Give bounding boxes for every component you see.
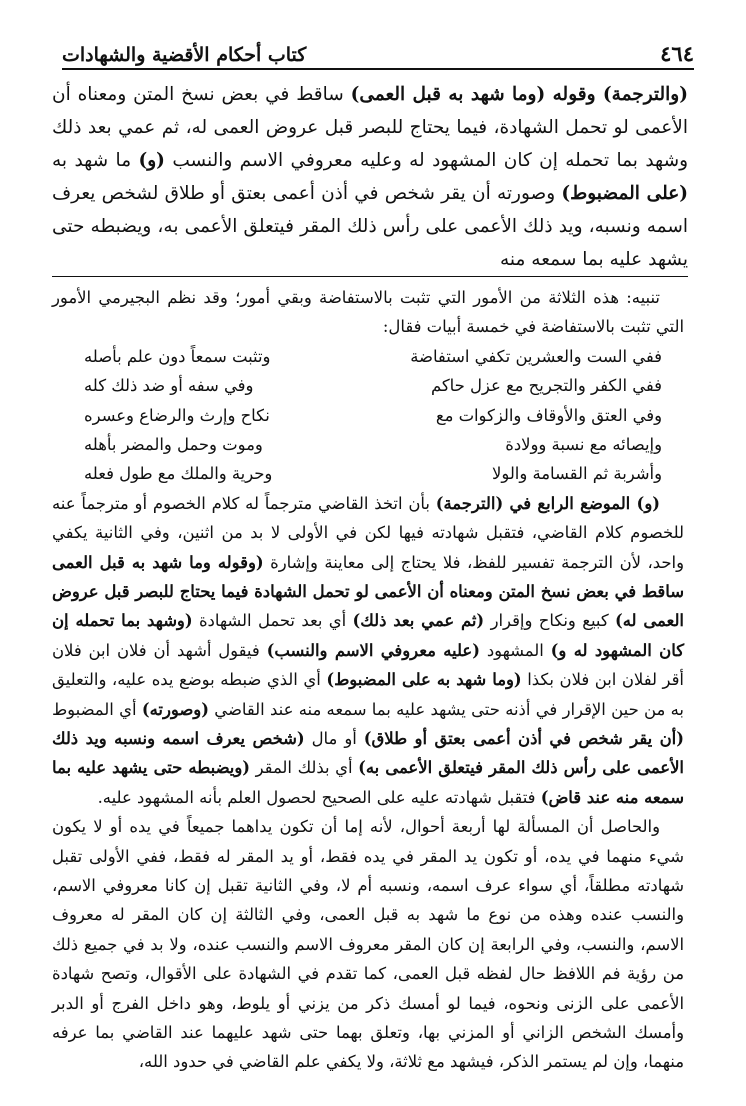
commentary-text: كبيع ونكاح وإقرار [484, 611, 615, 631]
footnote [52, 283, 684, 1077]
running-title: كتاب أحكام الأقضية والشهادات [62, 44, 307, 66]
bold-matn-text: (و) الموضع الرابع في (الترجمة) [435, 493, 660, 513]
page-number: ٤٦٤ [660, 41, 694, 66]
commentary-text: ما شهد به [52, 150, 139, 171]
note-conclusion: والحاصل أن المسألة لها أربعة أحوال، لأنه إما أن تكون يداهما جميعاً في يده أو لا يكون شيء منهما في يده، أو تكون يد المقر في يده فقط، أو يد المقر له فقط، ففي الأولى تقبل شهادته مطلقاً، أي سواء عرف اسمه، ونسبه أم لا، وفي الثانية تقبل إن كانا معروفي الاسم، والنسب عنده وهذه من نوع ما شهد به قبل العمى، وفي الثالثة إن كان المقر له معروف الاسم، والنسب، وفي الرابعة إن كان المقر معروف الاسم والنسب عنده، ولا بد في جميع ذلك من رؤية فم اللافظ حال لفظه قبل العمى، كما تقدم في الشهادة على الأقوال، وتصح شهادة الأعمى على الزنى ونحوه، فيما لو أمسك ذكر من يزني أو يلوط، وهو داخل الفرج أو الدبر وأمسك الشخص الزاني أو المزني بها، وتعلق بهما حتى شهد عليهما عند القاضي بما عرفه منهما، وإن لم يستمر الذكر، فيشهد مع ثلاثة، ولا يكفي علم القاضي في حدود الله، [52, 817, 684, 1072]
bold-matn-text: (وشهد بما تحمله إن كان المشهود له و) [52, 611, 684, 660]
poem-hemistich-first: وأشربة ثم القسامة والولا [492, 464, 662, 484]
commentary-text: أي بعد تحمل الشهادة [192, 611, 353, 631]
bold-matn-text: (وما شهد به على المضبوط) [326, 670, 522, 690]
commentary-text: بأن اتخذ القاضي مترجماً له كلام الخصوم أو مترجماً عنه للخصوم كلام القاضي، فتقبل شهادته فيها لكن في الأولى لا بد من اثنين، وفي الثانية يكفي واحد، لأن الترجمة تفسير للفظ، فلا يحتاج إلى معاينة وإشارة [52, 493, 684, 572]
bold-matn-text: (ويضبطه حتى يشهد عليه بما سمعه منه عند قاض) [52, 758, 684, 807]
poem-verse [52, 430, 684, 459]
poem-hemistich-first: ففي الكفر والتجريح مع عزل حاكم [430, 376, 662, 396]
poem-hemistich-first: وفي العتق والأوقاف والزكوات مع [435, 405, 662, 425]
bold-matn-text: (عليه معروفي الاسم والنسب) [266, 640, 480, 660]
poem-verse [52, 371, 684, 400]
poem-hemistich-second: وتثبت سمعاً دون علم بأصله [84, 346, 271, 366]
commentary-text: فيقول أشهد أن فلان ابن فلان أقر لفلان ابن فلان بكذا [52, 640, 684, 690]
bold-matn-text: (وصورته) [141, 699, 209, 719]
bold-matn-text: (وقوله وما شهد به قبل العمى ساقط في بعض نسخ المتن ومعناه أن الأعمى لو تحمل الشهادة فيما يحتاج للبصر قبل عروض العمى له) [52, 552, 684, 631]
bold-matn-text: (شخص يعرف اسمه ونسبه ويد ذلك الأعمى على رأس ذلك المقر فيتعلق الأعمى به) [52, 729, 684, 778]
poem-hemistich-second: وفي سفه أو ضد ذلك كله [84, 376, 254, 396]
commentary-text: ساقط في بعض نسخ المتن ومعناه أن الأعمى لو تحمل الشهادة، فيما يحتاج للبصر قبل عروض العمى له، ثم عمي بعد ذلك وشهد بما تحمله إن كان المشهود له وعليه معروفي الاسم والنسب [52, 84, 688, 171]
bold-matn-text: (والترجمة) وقوله (وما شهد به قبل العمى) [350, 84, 688, 105]
poem-verse [52, 401, 684, 430]
note-body [52, 489, 684, 812]
poem-hemistich-second: نكاح وإرث والرضاع وعسره [84, 405, 270, 425]
poem-hemistich-second: وموت وحمل والمضر بأهله [84, 434, 263, 454]
commentary-text: المشهود [479, 640, 551, 660]
poem-hemistich-first: وإيصائه مع نسبة وولادة [505, 434, 662, 454]
bold-matn-text: (أن يقر شخص في أذن أعمى بعتق أو طلاق) [363, 729, 684, 749]
bold-matn-text: (على المضبوط) [561, 183, 688, 204]
commentary-text: أي الذي ضبطه بوضع يده عليه، والتعليق به من حين الإقرار في أذنه حتى يشهد عليه بما سمعه منه عند القاضي [52, 670, 684, 719]
bold-matn-text: (و) [138, 150, 165, 171]
bold-matn-text: (ثم عمي بعد ذلك) [352, 611, 485, 631]
poem [52, 342, 684, 489]
commentary-text: فتقبل شهادته عليه على الصحيح لحصول العلم بأنه المشهود عليه. [97, 787, 541, 807]
main-text [52, 78, 688, 276]
commentary-text: أي المضبوط [52, 699, 142, 719]
page-header [62, 30, 694, 70]
poem-verse [52, 459, 684, 488]
commentary-text: وصورته أن يقر شخص في أذن أعمى بعتق أو طلاق لشخص يعرف اسمه ونسبه، ويد ذلك الأعمى على رأس ذلك المقر فيتعلق الأعمى به، ويضبطه حتى يشهد عليه بما سمعه منه [52, 183, 688, 270]
note-intro: تنبيه: هذه الثلاثة من الأمور التي تثبت بالاستفاضة وبقي أمور؛ وقد نظم البجيرمي الأمور التي تثبت بالاستفاضة في خمسة أبيات فقال: [52, 288, 684, 337]
poem-hemistich-first: ففي الست والعشرين تكفي استفاضة [410, 346, 662, 366]
commentary-text: أو مال [304, 729, 364, 749]
footnote-divider [52, 276, 688, 277]
poem-verse [52, 342, 684, 371]
poem-hemistich-second: وحرية والملك مع طول فعله [84, 464, 273, 484]
commentary-text: أي بذلك المقر [250, 758, 359, 778]
